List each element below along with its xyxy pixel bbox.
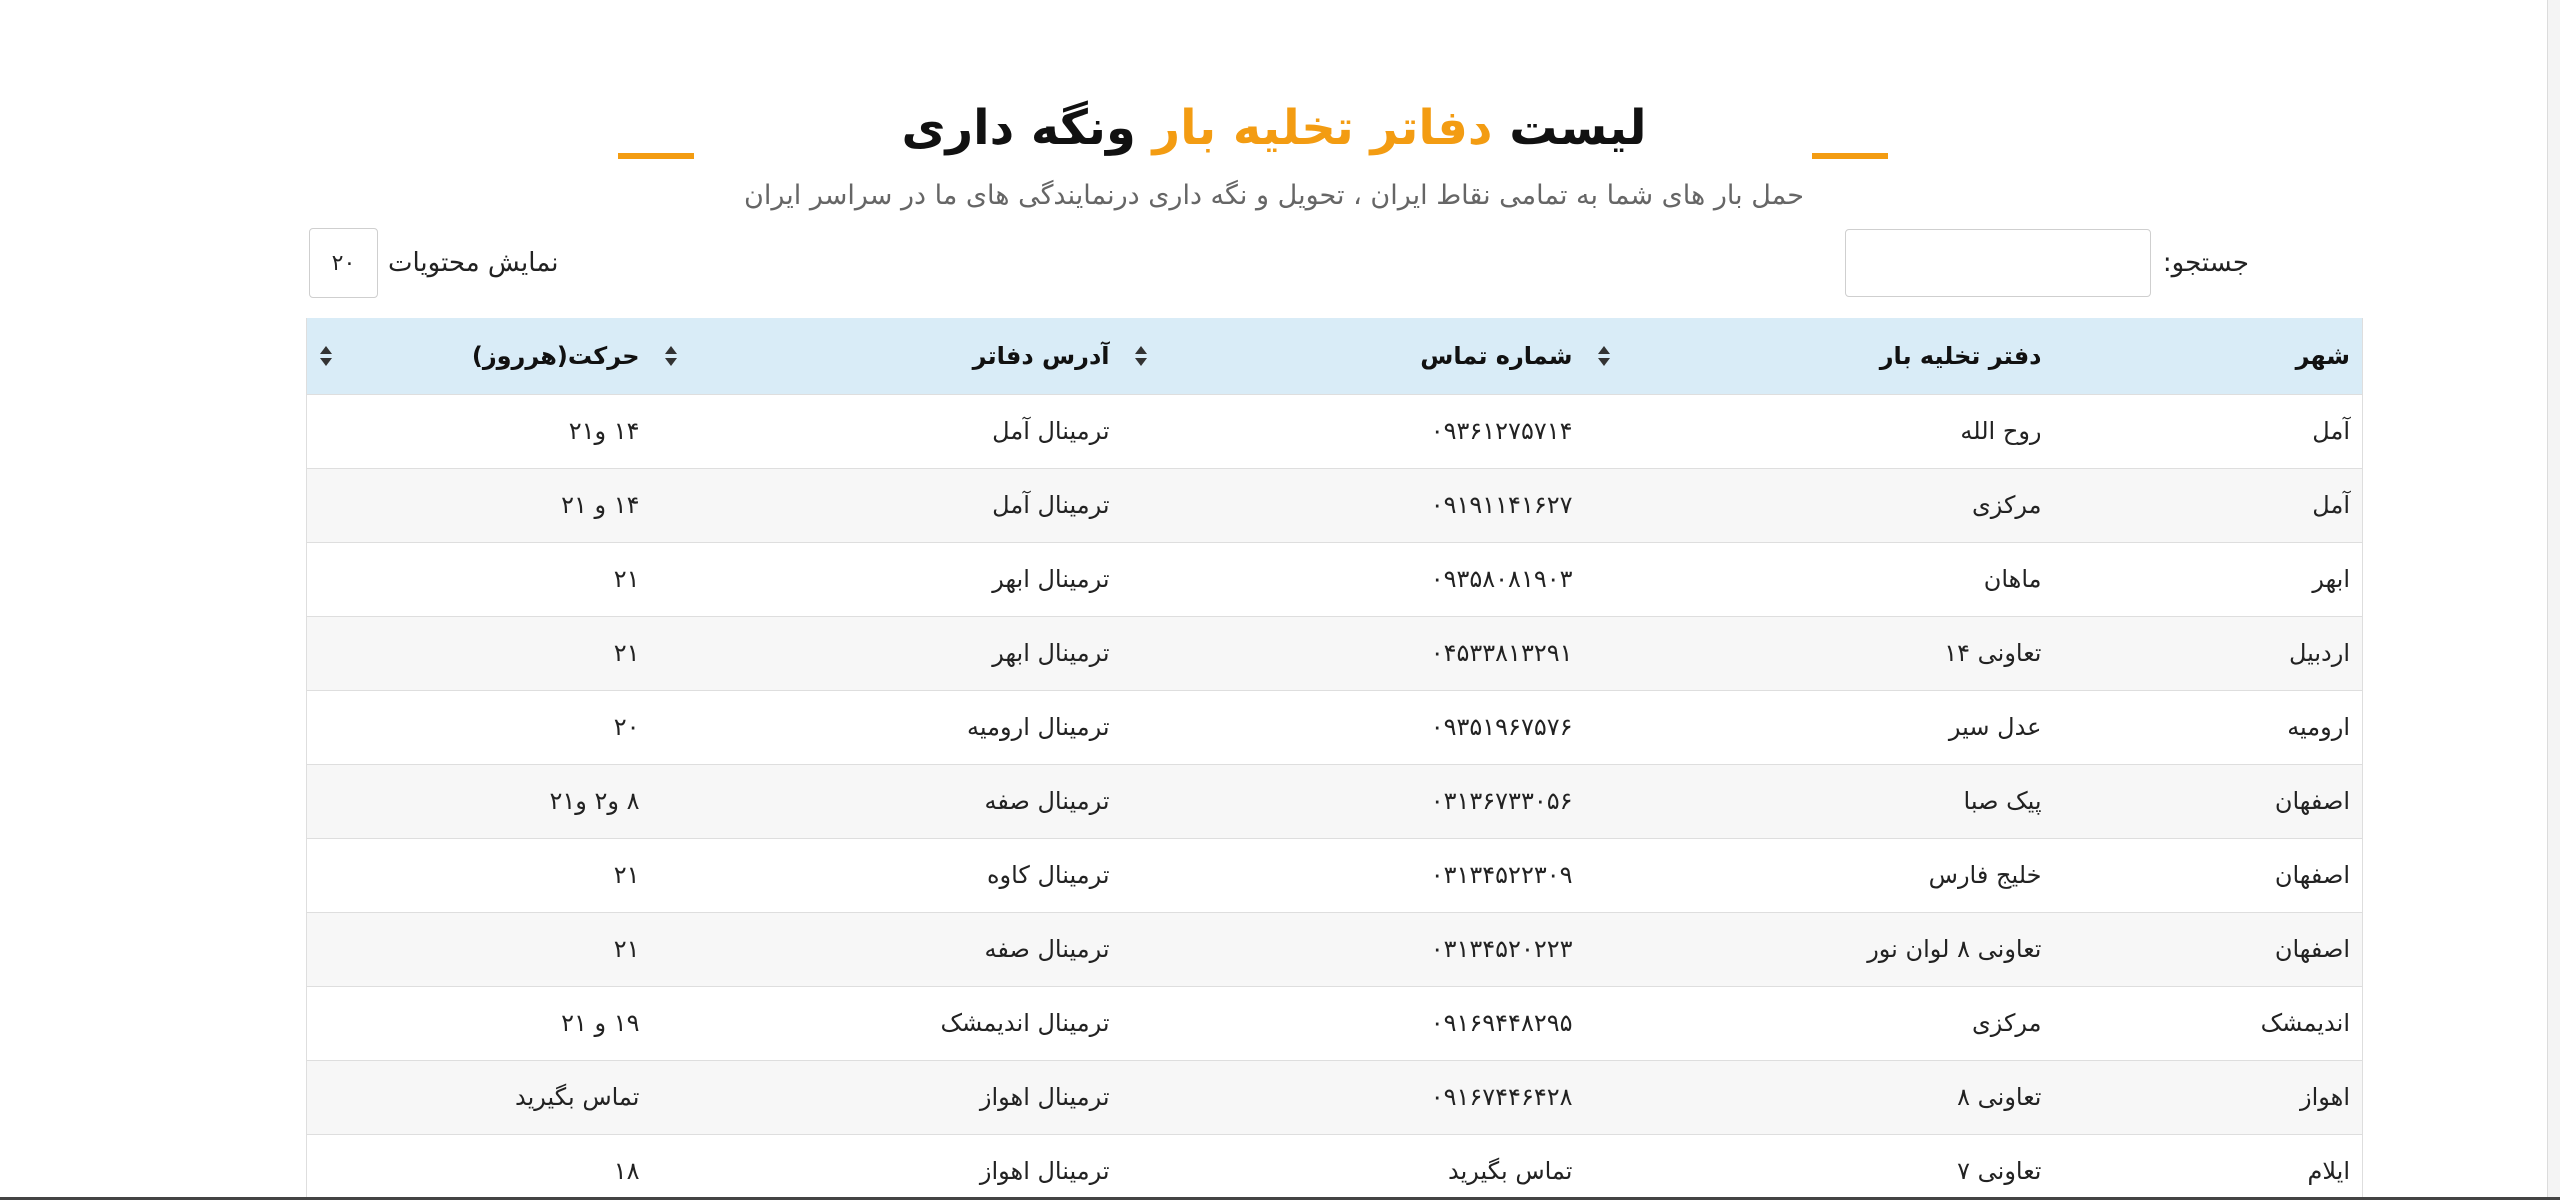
sort-icon	[1134, 345, 1148, 367]
title-part-3: ونگه داری	[901, 100, 1136, 156]
cell-city: ارومیه	[2054, 690, 2363, 764]
table-row	[307, 468, 2363, 542]
table-row	[307, 394, 2363, 468]
cell-address: ترمینال ابهر	[652, 542, 1122, 616]
column-header-phone[interactable]	[1122, 318, 1585, 394]
column-header-label: شهر	[2295, 341, 2350, 370]
cell-phone: ۰۹۳۵۸۰۸۱۹۰۳	[1122, 542, 1585, 616]
table-row	[307, 616, 2363, 690]
column-header-label: حرکت(هرروز)	[471, 341, 640, 370]
cell-address: ترمینال صفه	[652, 764, 1122, 838]
cell-office: عدل سیر	[1585, 690, 2054, 764]
table-row	[307, 838, 2363, 912]
sort-icon	[664, 345, 678, 367]
column-header-label: شماره تماس	[1420, 341, 1573, 370]
vertical-scrollbar[interactable]	[2547, 0, 2560, 1200]
column-header-city[interactable]	[2054, 318, 2363, 394]
cell-office: پیک صبا	[1585, 764, 2054, 838]
cell-phone: تماس بگیرید	[1122, 1134, 1585, 1200]
cell-city: آمل	[2054, 468, 2363, 542]
cell-office: مرکزی	[1585, 468, 2054, 542]
cell-city: اصفهان	[2054, 838, 2363, 912]
cell-movement: ۱۸	[307, 1134, 652, 1200]
column-header-label: دفتر تخلیه بار	[1879, 341, 2042, 370]
cell-phone: ۰۹۱۶۹۴۴۸۲۹۵	[1122, 986, 1585, 1060]
cell-city: اهواز	[2054, 1060, 2363, 1134]
cell-movement: ۱۴ و۲۱	[307, 394, 652, 468]
cell-movement: ۲۱	[307, 542, 652, 616]
cell-movement: ۲۱	[307, 912, 652, 986]
search-control	[1845, 226, 2249, 300]
offices-table	[306, 318, 2363, 1200]
cell-movement: تماس بگیرید	[307, 1060, 652, 1134]
table-header	[307, 318, 2363, 394]
cell-office: تعاونی ۸	[1585, 1060, 2054, 1134]
cell-address: ترمینال صفه	[652, 912, 1122, 986]
table-body	[307, 394, 2363, 1200]
title-decoration-left	[618, 153, 694, 159]
page-length-select[interactable]	[309, 228, 378, 298]
page-length-value: ۲۰	[331, 250, 356, 276]
table-row	[307, 1134, 2363, 1200]
cell-address: ترمینال اهواز	[652, 1134, 1122, 1200]
cell-movement: ۲۱	[307, 838, 652, 912]
cell-city: ابهر	[2054, 542, 2363, 616]
cell-phone: ۰۹۳۵۱۹۶۷۵۷۶	[1122, 690, 1585, 764]
cell-city: اردبیل	[2054, 616, 2363, 690]
cell-city: اصفهان	[2054, 912, 2363, 986]
cell-office: مرکزی	[1585, 986, 2054, 1060]
cell-address: ترمینال اهواز	[652, 1060, 1122, 1134]
title-part-1: لیست	[1509, 100, 1647, 156]
search-input[interactable]	[1845, 229, 2151, 297]
column-header-label: آدرس دفاتر	[972, 341, 1110, 370]
title-part-2-accent: دفاتر تخلیه بار	[1152, 100, 1493, 156]
page-subtitle: حمل بار های شما به تمامی نقاط ایران ، تحویل و نگه داری درنمایندگی های ما در سراسر ایران	[744, 180, 1804, 211]
cell-movement: ۱۹ و ۲۱	[307, 986, 652, 1060]
cell-phone: ۰۳۱۳۴۵۲۰۲۲۳	[1122, 912, 1585, 986]
title-decoration-right	[1812, 153, 1888, 159]
column-header-address[interactable]	[652, 318, 1122, 394]
cell-office: تعاونی ۷	[1585, 1134, 2054, 1200]
table-row	[307, 542, 2363, 616]
cell-city: آمل	[2054, 394, 2363, 468]
cell-movement: ۱۴ و ۲۱	[307, 468, 652, 542]
sort-icon	[319, 345, 333, 367]
cell-address: ترمینال ابهر	[652, 616, 1122, 690]
cell-office: تعاونی ۱۴	[1585, 616, 2054, 690]
cell-phone: ۰۹۱۶۷۴۴۶۴۲۸	[1122, 1060, 1585, 1134]
search-label: جستجو:	[2162, 248, 2249, 278]
cell-movement: ۲۱	[307, 616, 652, 690]
cell-office: روح الله	[1585, 394, 2054, 468]
cell-phone: ۰۹۱۹۱۱۴۱۶۲۷	[1122, 468, 1585, 542]
cell-phone: ۰۳۱۳۶۷۳۳۰۵۶	[1122, 764, 1585, 838]
column-header-office[interactable]	[1585, 318, 2054, 394]
cell-movement: ۲۰	[307, 690, 652, 764]
cell-city: اندیمشک	[2054, 986, 2363, 1060]
cell-address: ترمینال آمل	[652, 468, 1122, 542]
table-row	[307, 912, 2363, 986]
column-header-movement[interactable]	[307, 318, 652, 394]
cell-office: خلیج فارس	[1585, 838, 2054, 912]
sort-icon	[1597, 345, 1611, 367]
cell-office: ماهان	[1585, 542, 2054, 616]
offices-table-wrapper	[306, 318, 2350, 1200]
cell-city: ایلام	[2054, 1134, 2363, 1200]
cell-phone: ۰۴۵۳۳۸۱۳۲۹۱	[1122, 616, 1585, 690]
page-title	[0, 88, 2548, 168]
table-row	[307, 1060, 2363, 1134]
page-length-label: نمایش محتویات	[388, 248, 559, 278]
table-row	[307, 690, 2363, 764]
cell-office: تعاونی ۸ لوان نور	[1585, 912, 2054, 986]
cell-address: ترمینال ارومیه	[652, 690, 1122, 764]
table-header-row	[307, 318, 2363, 394]
cell-phone: ۰۳۱۳۴۵۲۲۳۰۹	[1122, 838, 1585, 912]
cell-movement: ۸ و۲ و۲۱	[307, 764, 652, 838]
page-length-control	[309, 226, 558, 300]
table-row	[307, 986, 2363, 1060]
cell-address: ترمینال آمل	[652, 394, 1122, 468]
cell-address: ترمینال اندیمشک	[652, 986, 1122, 1060]
table-row	[307, 764, 2363, 838]
cell-address: ترمینال کاوه	[652, 838, 1122, 912]
cell-phone: ۰۹۳۶۱۲۷۵۷۱۴	[1122, 394, 1585, 468]
cell-city: اصفهان	[2054, 764, 2363, 838]
